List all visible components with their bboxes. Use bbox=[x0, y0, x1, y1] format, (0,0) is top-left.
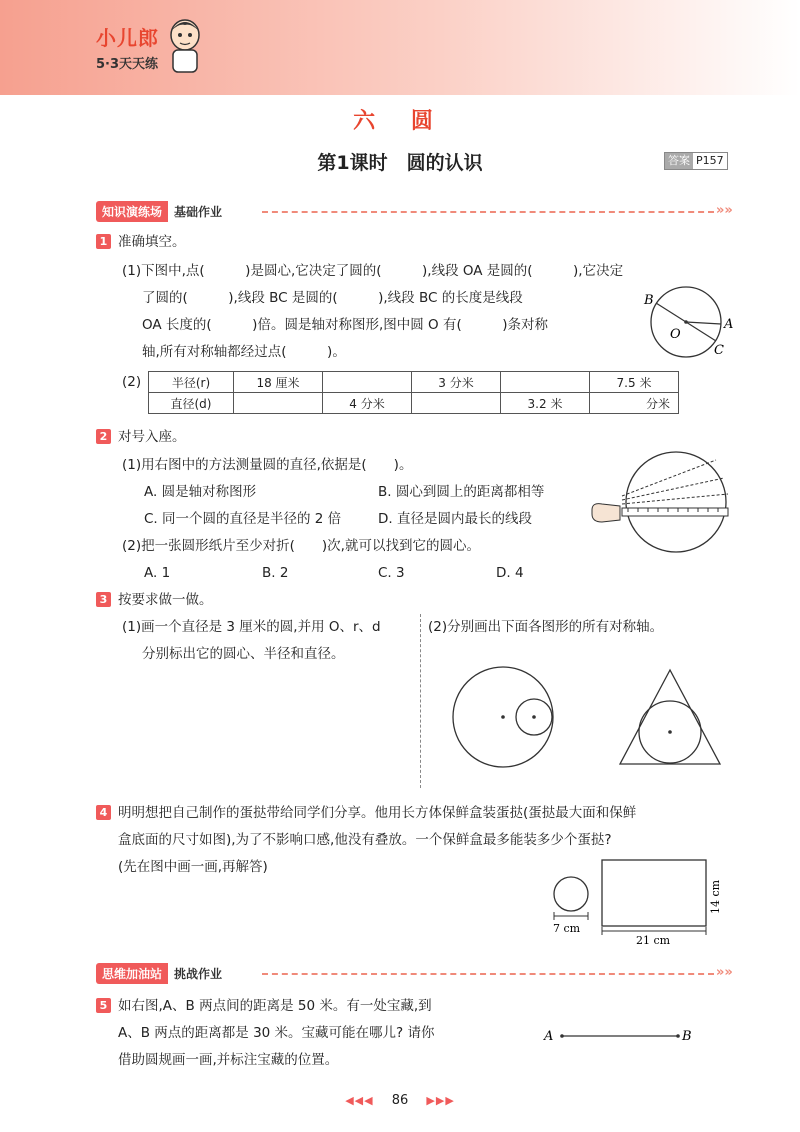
q2-option: B. 圆心到圆上的距离都相等 bbox=[378, 484, 545, 500]
question-number: 3 bbox=[96, 592, 111, 607]
dim-width: 21 cm bbox=[636, 934, 671, 947]
segment-ab-figure bbox=[540, 1022, 700, 1048]
q2-option: A. 1 bbox=[144, 565, 171, 581]
table-cell: 7.5 米 bbox=[590, 372, 679, 393]
label-o: O bbox=[670, 327, 681, 342]
radius-diameter-table bbox=[148, 371, 679, 414]
q1-line: 轴,所有对称轴都经过点( )。 bbox=[142, 344, 346, 360]
question-title: 准确填空。 bbox=[118, 234, 186, 250]
label-c: C bbox=[714, 343, 724, 358]
q2-line: (1)用右图中的方法测量圆的直径,依据是( )。 bbox=[122, 457, 413, 473]
box-dimensions-figure bbox=[545, 856, 735, 948]
q2-option: C. 3 bbox=[378, 565, 405, 581]
column-divider bbox=[420, 614, 421, 788]
q3-line: (1)画一个直径是 3 厘米的圆,并用 O、r、d bbox=[122, 619, 381, 635]
table-header-cell: 半径(r) bbox=[149, 372, 234, 393]
section-tag: 思维加油站 bbox=[96, 963, 168, 984]
q4-line: 盒底面的尺寸如图),为了不影响口感,他没有叠放。一个保鲜盒最多能装多少个蛋挞? bbox=[118, 832, 612, 848]
section-divider bbox=[262, 211, 714, 213]
table-cell bbox=[501, 372, 590, 393]
table-row bbox=[149, 393, 679, 414]
q4-line: (先在图中画一画,再解答) bbox=[118, 859, 268, 875]
point-a-label: A bbox=[544, 1029, 554, 1044]
q2-option: C. 同一个圆的直径是半径的 2 倍 bbox=[144, 511, 342, 527]
q3-line: (2)分别画出下面各图形的所有对称轴。 bbox=[428, 619, 664, 635]
right-arrows-icon: ▶▶▶ bbox=[426, 1094, 455, 1107]
answer-page: P157 bbox=[696, 154, 724, 167]
q1-line: 了圆的( ),线段 BC 是圆的( ),线段 BC 的长度是线段 bbox=[142, 290, 523, 306]
q2-option: B. 2 bbox=[262, 565, 289, 581]
question-number: 1 bbox=[96, 234, 111, 249]
table-cell: 18 厘米 bbox=[234, 372, 323, 393]
q1-line: (1)下图中,点( )是圆心,它决定了圆的( ),线段 OA 是圆的( ),它决定 bbox=[122, 263, 624, 279]
question-number: 5 bbox=[96, 998, 111, 1013]
mascot-icon bbox=[165, 15, 205, 75]
point-b-label: B bbox=[682, 1029, 692, 1044]
section-sub: 基础作业 bbox=[174, 204, 223, 219]
brand-sub: 5·3天天练 bbox=[96, 57, 159, 72]
q5-line: A、B 两点的距离都是 30 米。宝藏可能在哪儿? 请你 bbox=[118, 1025, 435, 1041]
brand-name: 小儿郎 bbox=[96, 26, 159, 50]
question-title: 按要求做一做。 bbox=[118, 592, 213, 608]
dim-height: 14 cm bbox=[709, 879, 722, 914]
lesson-title: 第1课时 圆的认识 bbox=[317, 152, 483, 174]
page-footer bbox=[0, 1093, 800, 1108]
q2-option: D. 4 bbox=[496, 565, 524, 581]
q5-line: 如右图,A、B 两点间的距离是 50 米。有一处宝藏,到 bbox=[118, 998, 432, 1014]
table-cell: 4 分米 bbox=[323, 393, 412, 414]
nested-circles-figure bbox=[448, 662, 563, 777]
q2-option: A. 圆是轴对称图形 bbox=[144, 484, 257, 500]
table-header-cell: 直径(d) bbox=[149, 393, 234, 414]
table-row bbox=[149, 372, 679, 393]
table-cell bbox=[323, 372, 412, 393]
page-number: 86 bbox=[391, 1093, 409, 1108]
answer-key: 答案 bbox=[665, 153, 693, 169]
table-cell bbox=[412, 393, 501, 414]
q4-line: 明明想把自己制作的蛋挞带给同学们分享。他用长方体保鲜盒装蛋挞(蛋挞最大面和保鲜 bbox=[118, 805, 637, 821]
dim-circle: 7 cm bbox=[553, 922, 581, 935]
section-tag: 知识演练场 bbox=[96, 201, 168, 222]
q1-line: OA 长度的( )倍。圆是轴对称图形,图中圆 O 有( )条对称 bbox=[142, 317, 548, 333]
q1-part2-label: (2) bbox=[122, 374, 142, 390]
section-sub: 挑战作业 bbox=[174, 966, 223, 981]
triangle-circle-figure bbox=[610, 662, 735, 772]
table-cell bbox=[234, 393, 323, 414]
question-title: 对号入座。 bbox=[118, 429, 186, 445]
table-cell: 3 分米 bbox=[412, 372, 501, 393]
ruler-measure-figure bbox=[588, 446, 738, 558]
unit-title: 六 圆 bbox=[353, 109, 447, 134]
section-banner-challenge bbox=[96, 963, 222, 983]
question-number: 2 bbox=[96, 429, 111, 444]
label-a: A bbox=[724, 317, 734, 332]
section-divider bbox=[262, 973, 714, 975]
table-cell: 3.2 米 bbox=[501, 393, 590, 414]
q3-line: 分别标出它的圆心、半径和直径。 bbox=[142, 646, 345, 662]
chevron-right-icon: »» bbox=[716, 965, 733, 980]
q5-line: 借助圆规画一画,并标注宝藏的位置。 bbox=[118, 1052, 339, 1068]
answer-badge bbox=[664, 152, 728, 170]
circle-figure bbox=[640, 280, 750, 360]
question-number: 4 bbox=[96, 805, 111, 820]
table-cell: 分米 bbox=[590, 393, 679, 414]
chevron-right-icon: »» bbox=[716, 203, 733, 218]
brand-logo bbox=[96, 22, 159, 72]
q2-option: D. 直径是圆内最长的线段 bbox=[378, 511, 532, 527]
section-banner-basic bbox=[96, 201, 222, 221]
label-b: B bbox=[644, 293, 654, 308]
left-arrows-icon: ◀◀◀ bbox=[345, 1094, 374, 1107]
q2-line: (2)把一张圆形纸片至少对折( )次,就可以找到它的圆心。 bbox=[122, 538, 480, 554]
